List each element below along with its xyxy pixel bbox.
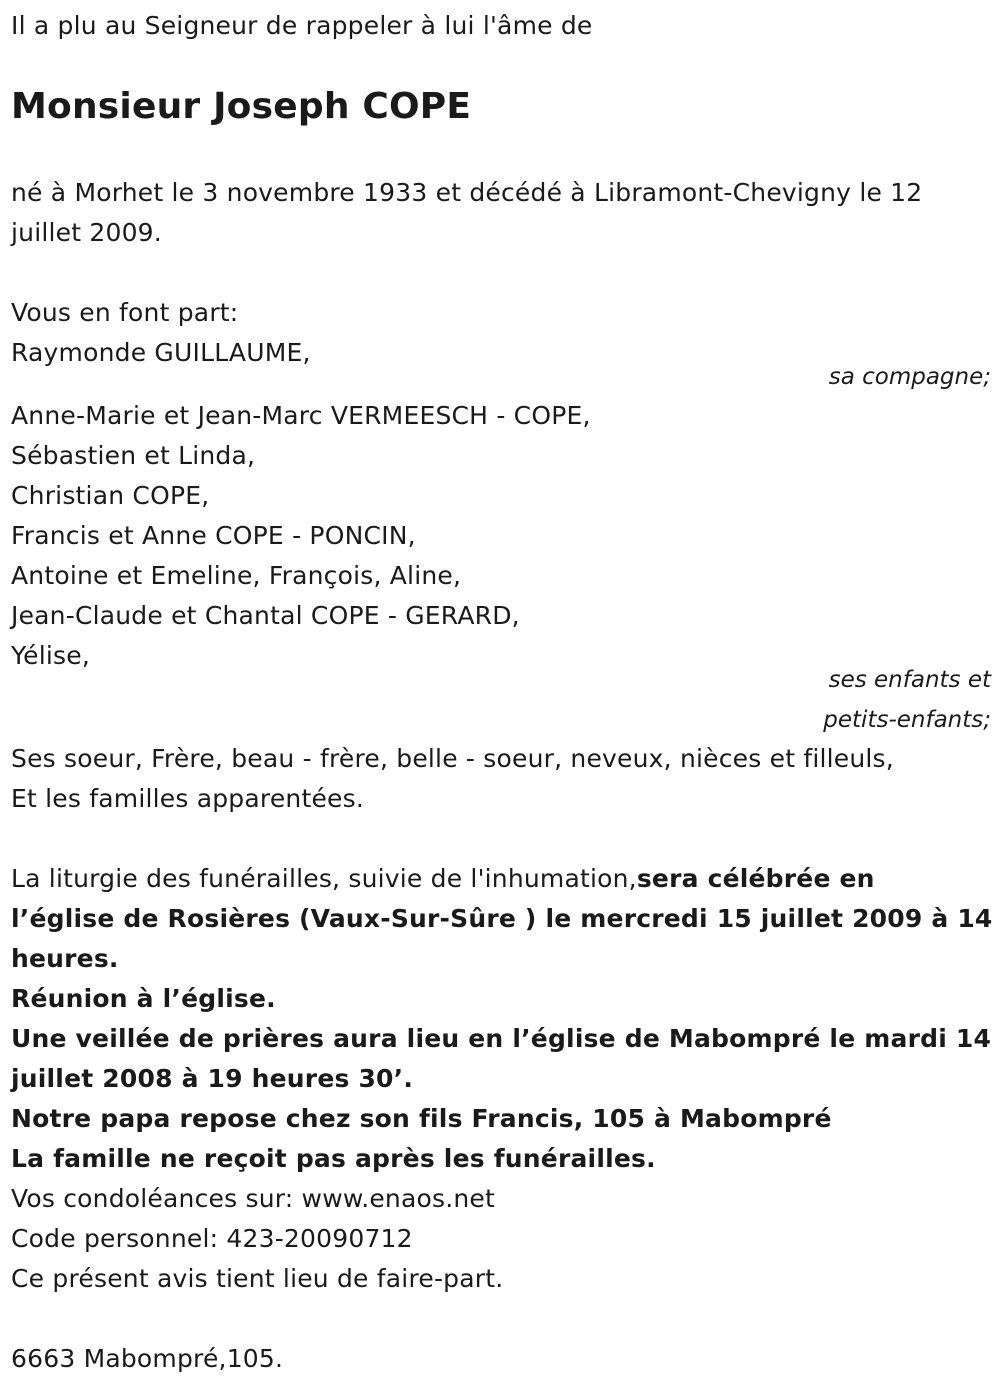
funeral-line-5: Une veillée de prières aura lieu en l’église de Mabompré le mardi 14 <box>11 1024 992 1053</box>
birth-death-line-1: né à Morhet le 3 novembre 1933 et décédé à Libramont-Chevigny le 12 <box>11 178 923 207</box>
children-relation-2: petits-enfants; <box>823 707 991 733</box>
relatives-line-2: Et les familles apparentées. <box>11 784 364 813</box>
condolences-text: Vos condoléances sur: www.enaos.net <box>11 1184 495 1213</box>
address-text: 6663 Mabompré,105. <box>11 1344 284 1373</box>
funeral-line-1 <box>11 859 875 899</box>
intro-text: Il a plu au Seigneur de rappeler à lui l'âme de <box>11 11 593 40</box>
child-line: Anne-Marie et Jean-Marc VERMEESCH - COPE, <box>11 401 591 430</box>
deceased-name: Monsieur Joseph COPE <box>11 86 472 127</box>
relatives-line-1: Ses soeur, Frère, beau - frère, belle - soeur, neveux, nièces et filleuls, <box>11 744 894 773</box>
announce-heading: Vous en font part: <box>11 298 239 327</box>
child-line: Yélise, <box>11 641 90 670</box>
child-line: Sébastien et Linda, <box>11 441 256 470</box>
children-relation-1: ses enfants et <box>828 667 991 693</box>
funeral-line-2: l’église de Rosières (Vaux-Sur-Sûre ) le mercredi 15 juillet 2009 à 14 <box>11 904 993 933</box>
funeral-line-6: juillet 2008 à 19 heures 30’. <box>11 1064 414 1093</box>
funeral-line-8: La famille ne reçoit pas après les funérailles. <box>11 1144 656 1173</box>
partner-relation: sa compagne; <box>828 364 991 390</box>
child-line: Christian COPE, <box>11 481 210 510</box>
funeral-line-4: Réunion à l’église. <box>11 984 276 1013</box>
funeral-line-1-regular: La liturgie des funérailles, suivie de l'inhumation, <box>11 864 637 893</box>
funeral-line-3: heures. <box>11 944 119 973</box>
notice-text: Ce présent avis tient lieu de faire-part. <box>11 1264 504 1293</box>
personal-code: Code personnel: 423-20090712 <box>11 1224 413 1253</box>
child-line: Antoine et Emeline, François, Aline, <box>11 561 462 590</box>
funeral-line-7: Notre papa repose chez son fils Francis, 105 à Mabompré <box>11 1104 832 1133</box>
child-line: Francis et Anne COPE - PONCIN, <box>11 521 416 550</box>
funeral-line-1-bold: sera célébrée en <box>636 864 875 893</box>
child-line: Jean-Claude et Chantal COPE - GERARD, <box>11 601 520 630</box>
partner-name: Raymonde GUILLAUME, <box>11 338 311 367</box>
birth-death-line-2: juillet 2009. <box>11 218 162 247</box>
